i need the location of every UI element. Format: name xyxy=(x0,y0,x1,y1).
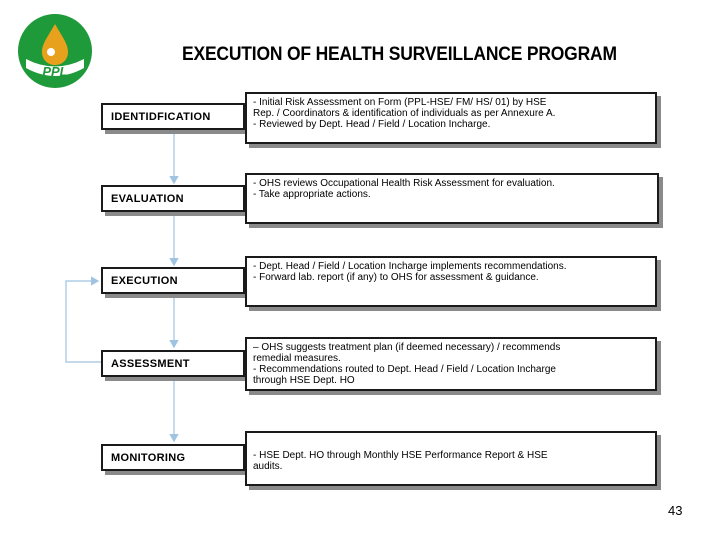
stage-monitoring: MONITORING xyxy=(101,444,245,471)
description-monitoring xyxy=(245,431,657,486)
description-assessment xyxy=(245,337,657,391)
description-line: remedial measures. xyxy=(253,353,341,364)
description-line: - Recommendations routed to Dept. Head / Field / Location Incharge xyxy=(253,364,556,375)
stage-identification: IDENTIDFICATION xyxy=(101,103,245,130)
description-evaluation xyxy=(245,173,659,224)
description-line: - HSE Dept. HO through Monthly HSE Performance Report & HSE xyxy=(253,450,548,461)
stage-execution: EXECUTION xyxy=(101,267,245,294)
description-line: – OHS suggests treatment plan (if deemed necessary) / recommends xyxy=(253,342,561,353)
stage-evaluation: EVALUATION xyxy=(101,185,245,212)
logo-text: PPL xyxy=(42,64,68,79)
description-line: - Initial Risk Assessment on Form (PPL-HSE/ FM/ HS/ 01) by HSE xyxy=(253,97,547,108)
description-line: - OHS reviews Occupational Health Risk Assessment for evaluation. xyxy=(253,178,555,189)
description-line: Rep. / Coordinators & identification of individuals as per Annexure A. xyxy=(253,108,556,119)
description-line: - Reviewed by Dept. Head / Field / Location Incharge. xyxy=(253,119,491,130)
feedback-loop-arrow xyxy=(66,281,101,362)
description-execution xyxy=(245,256,657,307)
description-line: - Forward lab. report (if any) to OHS for assessment & guidance. xyxy=(253,272,539,283)
description-line: audits. xyxy=(253,461,283,472)
description-line: - Take appropriate actions. xyxy=(253,189,371,200)
page-title: EXECUTION OF HEALTH SURVEILLANCE PROGRAM xyxy=(182,44,617,65)
description-line: - Dept. Head / Field / Location Incharge implements recommendations. xyxy=(253,261,567,272)
description-identification xyxy=(245,92,657,144)
description-line: through HSE Dept. HO xyxy=(253,375,355,386)
stage-assessment: ASSESSMENT xyxy=(101,350,245,377)
page-number: 43 xyxy=(668,503,683,518)
